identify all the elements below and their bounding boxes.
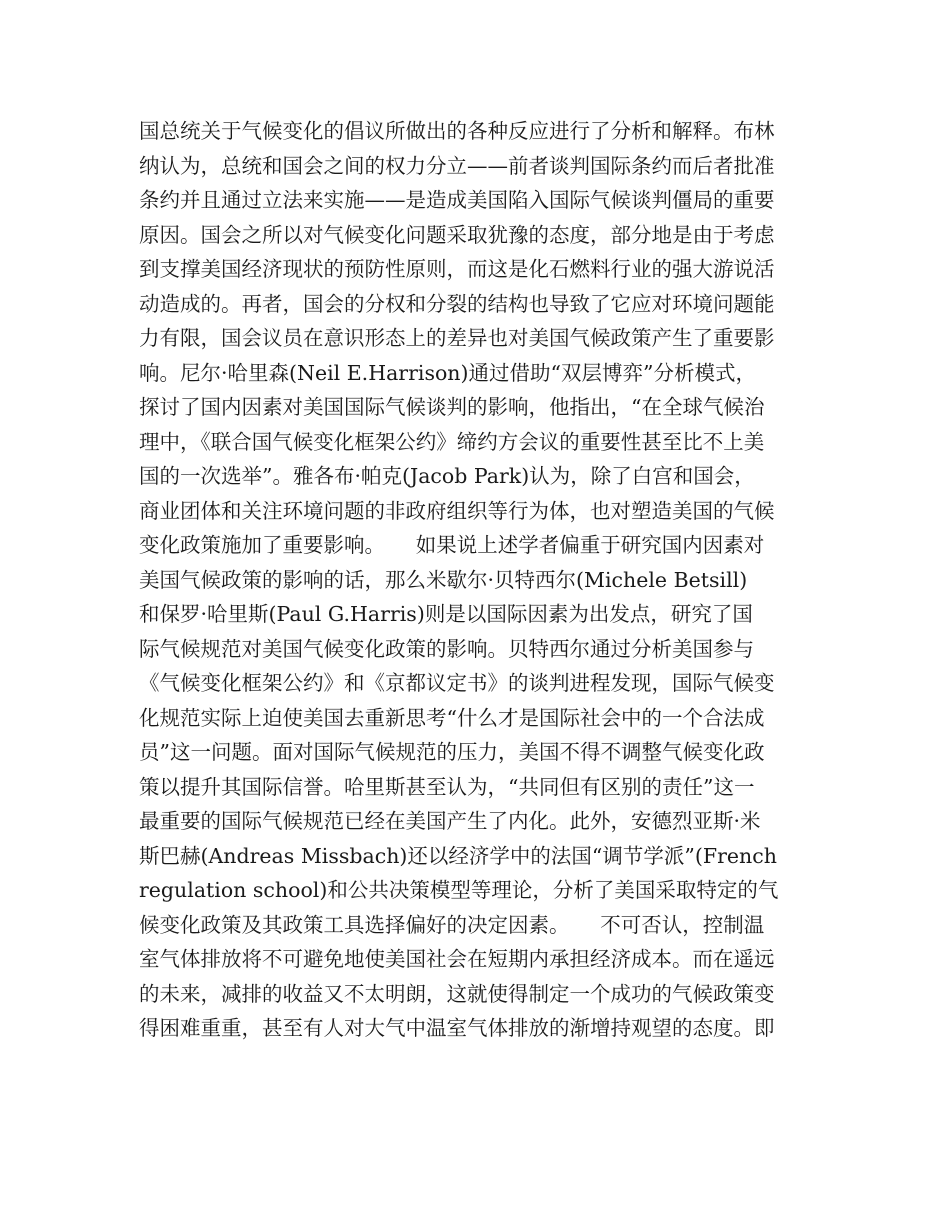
text-line: 国总统关于气候变化的倡议所做出的各种反应进行了分析和解释。布林: [139, 119, 775, 143]
text-line: 美国气候政策的影响的话，那么米歇尔·贝特西尔(Michele Betsill): [139, 567, 748, 592]
text-line: 候变化政策及其政策工具选择偏好的决定因素。 不可否认，控制温: [139, 912, 765, 937]
text-line: 变化政策施加了重要影响。 如果说上述学者偏重于研究国内因素对: [139, 533, 765, 557]
text-line: 响。尼尔·哈里森(Neil E.Harrison)通过借助“双层博弈”分析模式，: [139, 360, 756, 385]
text-line: 国的一次选举”。雅各布·帕克(Jacob Park)认为，除了白宫和国会，: [139, 464, 755, 488]
text-line: 到支撑美国经济现状的预防性原则，而这是化石燃料行业的强大游说活: [139, 257, 775, 281]
text-line: 际气候规范对美国气候变化政策的影响。贝特西尔通过分析美国参与: [139, 636, 754, 661]
text-line: 的未来，减排的收益又不太明朗，这就使得制定一个成功的气候政策变: [139, 981, 775, 1006]
text-line: 原因。国会之所以对气候变化问题采取犹豫的态度，部分地是由于考虑: [139, 222, 775, 247]
text-line: 理中，《联合国气候变化框架公约》缔约方会议的重要性甚至比不上美: [139, 429, 765, 454]
text-line: 策以提升其国际信誉。哈里斯甚至认为，“共同但有区别的责任”这一: [139, 774, 755, 799]
text-line: 动造成的。再者，国会的分权和分裂的结构也导致了它应对环境问题能: [139, 291, 775, 316]
text-line: 探讨了国内因素对美国国际气候谈判的影响，他指出，“在全球气候治: [139, 395, 765, 419]
text-line: 化规范实际上迫使美国去重新思考“什么才是国际社会中的一个合法成: [139, 705, 765, 730]
text-line: 条约并且通过立法来实施——是造成美国陷入国际气候谈判僵局的重要: [139, 188, 775, 212]
text-line: 得困难重重，甚至有人对大气中温室气体排放的渐增持观望的态度。即: [139, 1016, 775, 1040]
text-line: 商业团体和关注环境问题的非政府组织等行为体，也对塑造美国的气候: [139, 498, 775, 523]
text-line: 室气体排放将不可避免地使美国社会在短期内承担经济成本。而在遥远: [139, 947, 775, 971]
text-line: 斯巴赫(Andreas Missbach)还以经济学中的法国“调节学派”(French: [139, 843, 777, 868]
body-paragraph: [139, 114, 829, 1046]
text-line: regulation school)和公共决策模型等理论，分析了美国采取特定的气: [139, 878, 779, 902]
text-line: 最重要的国际气候规范已经在美国产生了内化。此外，安德烈亚斯·米: [139, 809, 761, 833]
text-line: 力有限，国会议员在意识形态上的差异也对美国气候政策产生了重要影: [139, 326, 775, 350]
text-line: 《气候变化框架公约》和《京都议定书》的谈判进程发现，国际气候变: [139, 671, 775, 695]
text-line: 纳认为，总统和国会之间的权力分立——前者谈判国际条约而后者批准: [139, 153, 775, 178]
text-line: 员”这一问题。面对国际气候规范的压力，美国不得不调整气候变化政: [139, 740, 765, 764]
text-line: 和保罗·哈里斯(Paul G.Harris)则是以国际因素为出发点，研究了国: [139, 602, 753, 626]
